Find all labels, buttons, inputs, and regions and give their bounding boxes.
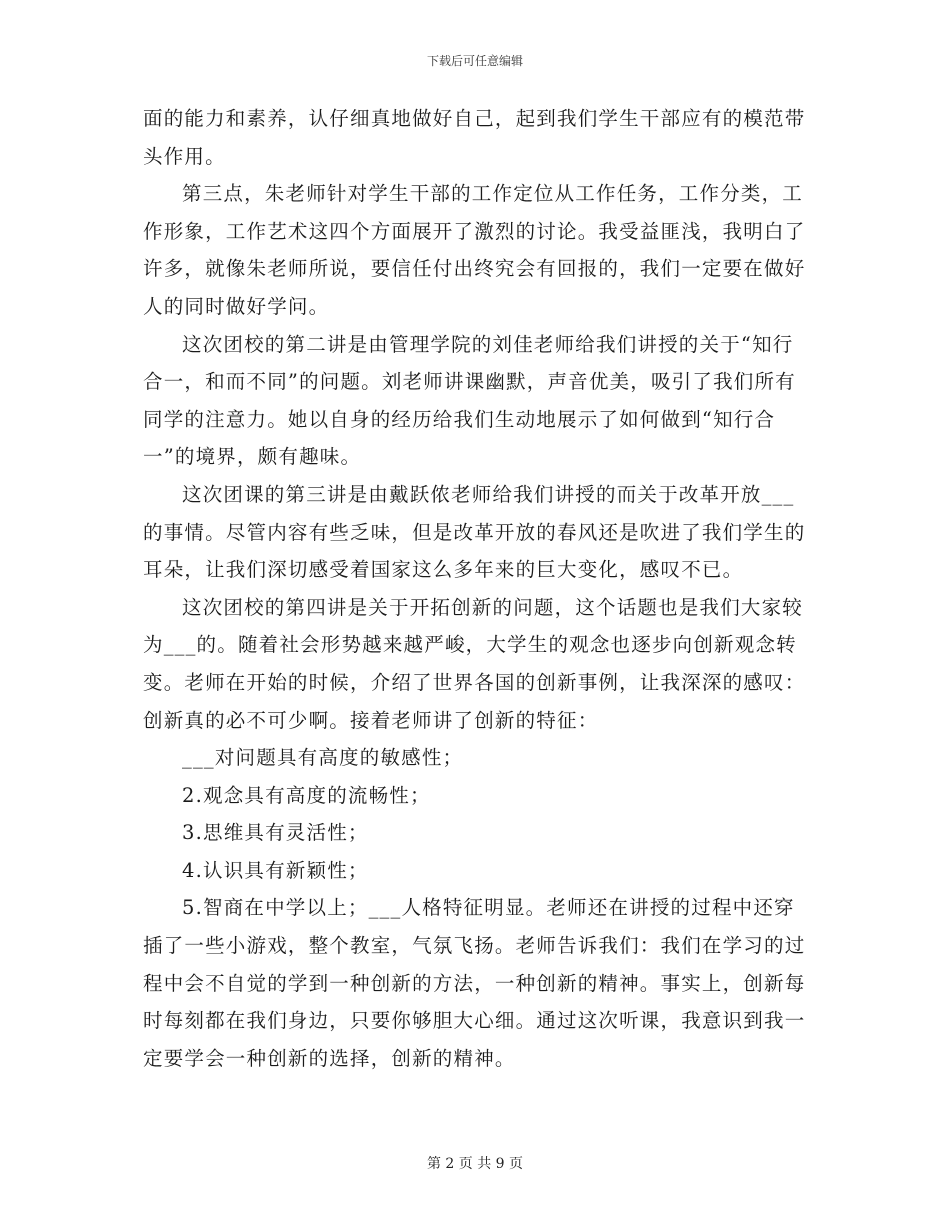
paragraph-1: 面的能力和素养，认仔细真地做好自己，起到我们学生干部应有的模范带头作用。 [143, 107, 806, 168]
document-body [143, 100, 813, 1077]
list-item-5: 5.智商在中学以上；___人格特征明显。老师还在讲授的过程中还穿插了一些小游戏，整个教室，气氛飞扬。老师告诉我们：我们在学习的过程中会不自觉的学到一种创新的方法，一种创新的精神。事实上，创新每时每刻都在我们身边，只要你够胆大心细。通过这次听课，我意识到我一定要学会一种创新的选择，创新的精神。 [143, 896, 806, 1070]
list-item-2: 2.观念具有高度的流畅性； [182, 783, 431, 807]
page-number: 第 2 页 共 9 页 [426, 1156, 524, 1172]
list-item-3: 3.思维具有灵活性； [182, 821, 369, 845]
page-header: 下载后可任意编辑 [426, 54, 523, 68]
paragraph-2: 第三点，朱老师针对学生干部的工作定位从工作任务，工作分类，工作形象，工作艺术这四个方面展开了激烈的讨论。我受益匪浅，我明白了许多，就像朱老师所说，要信任付出终究会有回报的，我们一定要在做好人的同时做好学问。 [143, 182, 806, 318]
paragraph-5: 这次团校的第四讲是关于开拓创新的问题，这个话题也是我们大家较为___的。随着社会形势越来越严峻，大学生的观念也逐步向创新观念转变。老师在开始的时候，介绍了世界各国的创新事例，让我深深的感叹：创新真的必不可少啊。接着老师讲了创新的特征： [143, 595, 806, 732]
list-item-4: 4.认识具有新颖性； [182, 858, 369, 882]
paragraph-4: 这次团课的第三讲是由戴跃侬老师给我们讲授的而关于改革开放___的事情。尽管内容有些乏味，但是改革开放的春风还是吹进了我们学生的耳朵，让我们深切感受着国家这么多年来的巨大变化，感叹不已。 [143, 482, 806, 582]
list-item-1: ___对问题具有高度的敏感性； [182, 746, 464, 770]
paragraph-3: 这次团校的第二讲是由管理学院的刘佳老师给我们讲授的关于“知行合一，和而不同”的问题。刘老师讲课幽默，声音优美，吸引了我们所有同学的注意力。她以自身的经历给我们生动地展示了如何做到“知行合一”的境界，颇有趣味。 [143, 332, 796, 469]
